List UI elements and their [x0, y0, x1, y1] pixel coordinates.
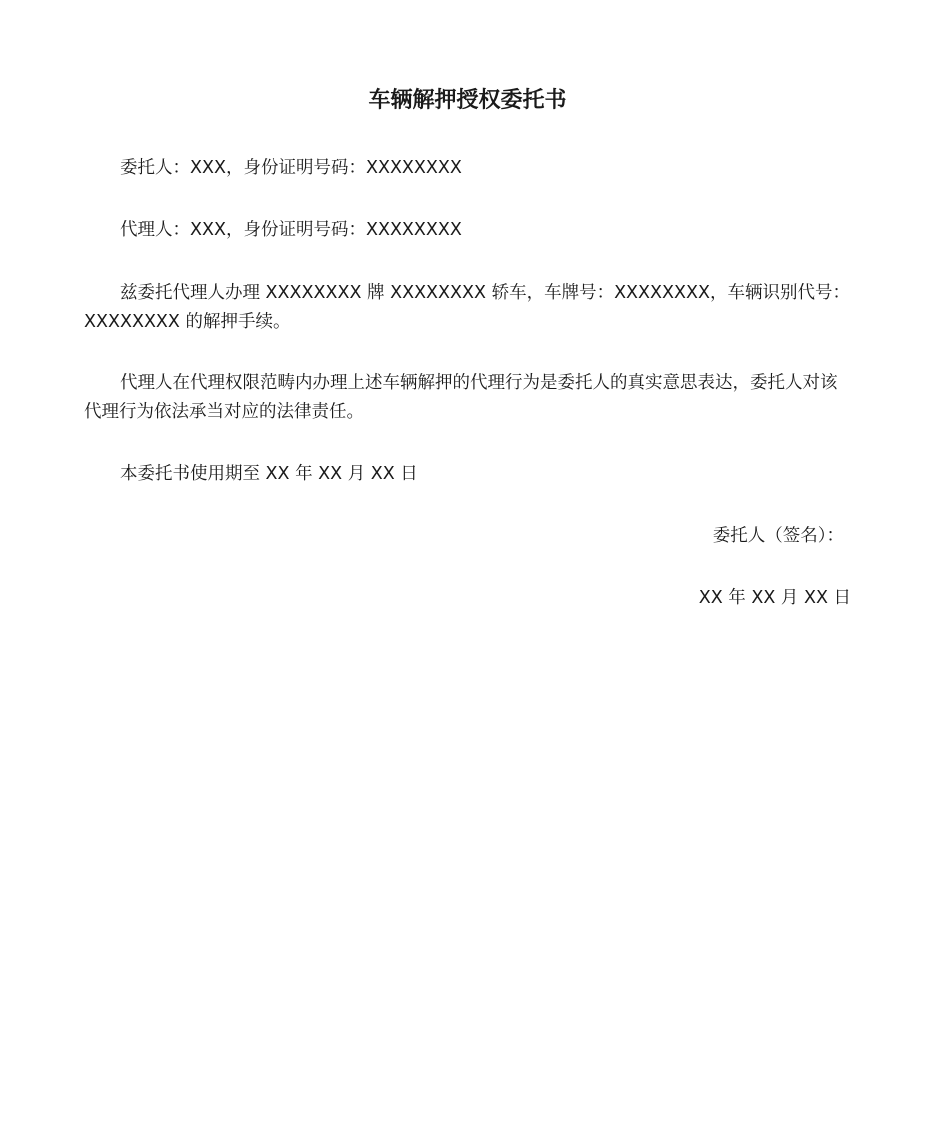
signature-date: XX 年 XX 月 XX 日 [698, 588, 851, 608]
signature-label: 委托人（签名）： [712, 526, 844, 546]
principal-line: 委托人：XXX，身份证明号码：XXXXXXXX [120, 158, 462, 178]
document-title: 车辆解押授权委托书 [368, 88, 567, 113]
agent-line: 代理人：XXX，身份证明号码：XXXXXXXX [120, 220, 462, 240]
validity-line: 本委托书使用期至 XX 年 XX 月 XX 日 [120, 464, 418, 484]
responsibility-paragraph: 代理人在代理权限范畴内办理上述车辆解押的代理行为是委托人的真实意思表达，委托人对该代理行为依法承当对应的法律责任。 [84, 373, 838, 422]
entrust-paragraph: 兹委托代理人办理 XXXXXXXX 牌 XXXXXXXX 轿车，车牌号：XXXXXXXX，车辆识别代号：XXXXXXXX 的解押手续。 [84, 283, 850, 332]
